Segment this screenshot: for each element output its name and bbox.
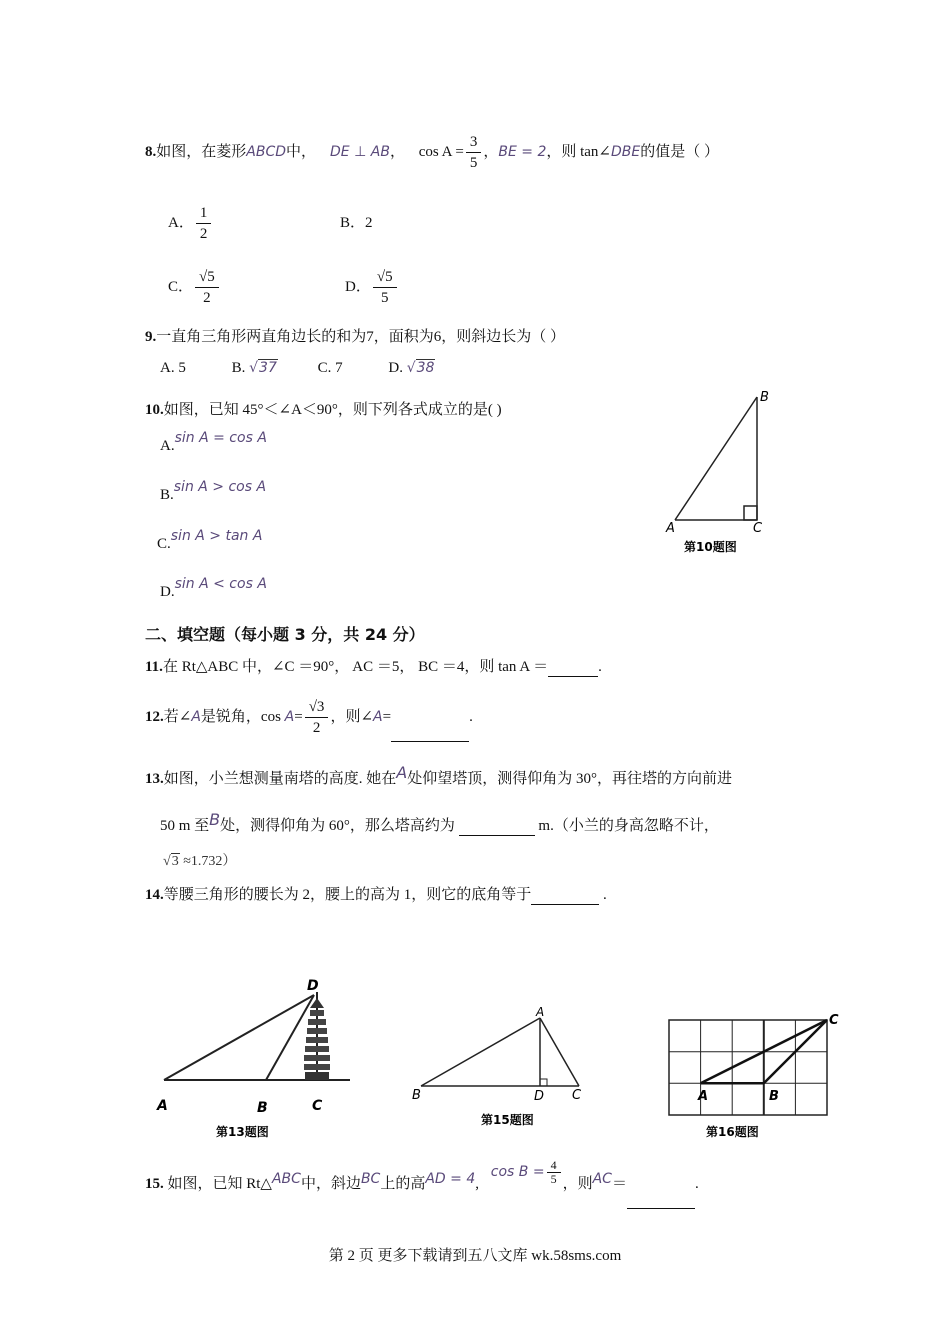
- caption: 第15题图: [481, 1113, 534, 1127]
- answer-blank[interactable]: [531, 887, 599, 905]
- label-d: D: [534, 1089, 545, 1104]
- label-a: A: [157, 1098, 168, 1114]
- caption: 第16题图: [706, 1125, 759, 1139]
- question-number: 13.: [145, 771, 164, 787]
- section-2-title: 二、填空题（每小题 3 分，共 24 分）: [145, 625, 425, 644]
- question-15: 15. 如图，已知 Rt△ABC中，斜边BC上的高AD = 4, cos B = $\frac{4}{5}$ ，则AC＝ .: [145, 1160, 699, 1209]
- grid: [669, 1020, 827, 1115]
- page-footer: 第 2 页 更多下载请到五八文库 wk.58sms.com: [328, 1248, 622, 1264]
- question-13-line-1: 13.如图，小兰想测量南塔的高度. 她在A处仰望塔顶，测得仰角为 30°，再往塔的方向前进: [145, 763, 732, 787]
- figure-16: [660, 1005, 850, 1145]
- label-b: B: [257, 1100, 268, 1116]
- question-number: 10.: [145, 402, 164, 418]
- question-8: 8.如图，在菱形ABCD中， DE ⊥ AB， cos A = $\frac{3}{5}$ ，BE = 2，则 tan∠DBE的值是（ ）: [145, 134, 720, 172]
- side-ab: [421, 1018, 540, 1086]
- label-a: A: [666, 521, 675, 536]
- fraction: $\frac{3}{5}$: [466, 132, 482, 173]
- label-b: B: [412, 1088, 421, 1103]
- question-number: 11.: [145, 659, 163, 675]
- question-13-line-3: √3 ≈1.732）: [163, 854, 237, 869]
- answer-blank[interactable]: [391, 693, 469, 742]
- label-b: B: [760, 390, 769, 405]
- q9-option-c[interactable]: C. 7: [317, 360, 343, 376]
- question-10: 10.如图，已知 45°＜∠A＜90°，则下列各式成立的是( ): [145, 402, 502, 418]
- label-c: C: [572, 1088, 582, 1103]
- fraction: $\frac{√5}{2}$: [195, 267, 219, 308]
- question-13-line-2: 50 m 至B处，测得仰角为 60°，那么塔高约为 m.（小兰的身高忽略不计，: [160, 810, 719, 834]
- caption: 第10题图: [684, 540, 737, 554]
- label-c: C: [753, 521, 763, 536]
- question-number: 8.: [145, 144, 157, 160]
- q10-option-a[interactable]: A.sin A = cos A: [160, 430, 267, 454]
- label-b: B: [769, 1089, 779, 1104]
- label-a: A: [536, 1005, 545, 1019]
- q9-option-d[interactable]: D. √38: [388, 360, 435, 376]
- label-d: D: [307, 978, 319, 994]
- label-c: C: [312, 1098, 323, 1114]
- q8-option-b[interactable]: B．2: [340, 215, 373, 231]
- answer-blank[interactable]: [548, 659, 598, 677]
- q10-option-d[interactable]: D.sin A < cos A: [160, 576, 267, 600]
- caption: 第13题图: [216, 1125, 269, 1139]
- q9-options: [160, 360, 435, 377]
- fraction: $\frac{1}{2}$: [196, 203, 212, 244]
- q10-option-b[interactable]: B.sin A > cos A: [160, 479, 267, 503]
- answer-blank[interactable]: [459, 818, 535, 836]
- figure-15: [405, 1000, 595, 1135]
- question-11: 11.在 Rt△ABC 中，∠C ＝90°， AC ＝5， BC ＝4，则 tan A ＝ .: [145, 659, 602, 675]
- question-12: 12.若∠A是锐角，cos A= $\frac{√3}{2}$ ，则∠A= .: [145, 693, 473, 742]
- question-number: 9.: [145, 329, 157, 345]
- q9-option-b[interactable]: B. √37: [231, 360, 277, 376]
- q9-option-a[interactable]: A. 5: [160, 360, 186, 376]
- answer-blank[interactable]: [627, 1160, 695, 1209]
- q8-option-d[interactable]: D． $\frac{√5}{5}$: [345, 262, 399, 312]
- figure-10: [660, 385, 780, 560]
- question-9: 9.一直角三角形两直角边长的和为7，面积为6，则斜边长为（ ）: [145, 329, 566, 345]
- question-14: 14.等腰三角形的腰长为 2，腰上的高为 1，则它的底角等于 .: [145, 887, 607, 903]
- question-number: 12.: [145, 709, 164, 725]
- q8-option-a[interactable]: A． $\frac{1}{2}$: [168, 198, 213, 248]
- right-angle-mark: [744, 506, 757, 520]
- q8-option-c[interactable]: C． $\frac{√5}{2}$: [168, 262, 221, 312]
- q10-option-c[interactable]: C.sin A > tan A: [157, 528, 263, 552]
- right-angle-mark: [540, 1079, 547, 1086]
- fraction: $\frac{√5}{5}$: [373, 267, 397, 308]
- line-ad: [164, 995, 314, 1080]
- question-number: 14.: [145, 887, 164, 903]
- fraction: $\frac{√3}{2}$: [305, 697, 329, 738]
- fraction: $\frac{4}{5}$: [547, 1159, 561, 1186]
- side-ab: [675, 397, 757, 520]
- figure-13: [140, 970, 360, 1145]
- label-a: A: [698, 1089, 709, 1104]
- question-number: 15.: [145, 1176, 164, 1192]
- side-ac: [540, 1018, 579, 1086]
- label-c: C: [829, 1013, 839, 1028]
